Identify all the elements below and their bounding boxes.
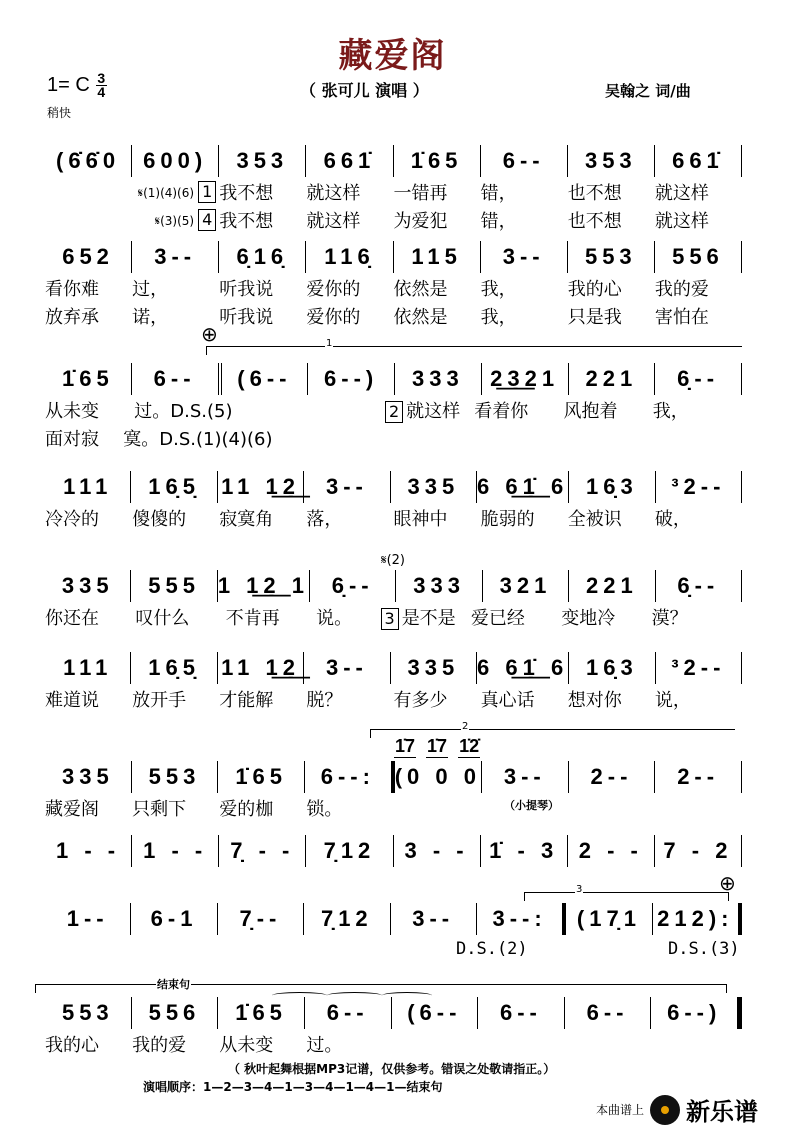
measure: 115 xyxy=(394,241,481,273)
score-row-8 xyxy=(45,835,742,867)
lyrics-line xyxy=(45,275,742,301)
measure: 321 xyxy=(483,570,569,602)
lyric-text: 漠？ xyxy=(651,608,688,629)
measure: 6--: xyxy=(305,761,395,793)
lyrics-line xyxy=(45,425,742,451)
measure: 2-- xyxy=(655,761,742,793)
volta-label: 3 xyxy=(576,884,583,895)
measure: 1 - - xyxy=(132,835,219,867)
measure: 3-- xyxy=(391,903,477,935)
composer: 吴翰之 词/曲 xyxy=(605,82,691,100)
lyric-text: 我， xyxy=(480,307,517,328)
lyric-text: 我的爱 xyxy=(654,279,709,300)
volta-label: 2 xyxy=(462,721,469,732)
lyric-text: 过。D.S.(5) xyxy=(134,401,233,422)
measure: 116̣ xyxy=(306,241,393,273)
key-label: 1= C xyxy=(47,74,90,96)
lyric-text: 难道说 xyxy=(45,690,99,711)
lyric xyxy=(481,686,568,712)
lyric xyxy=(219,505,306,531)
measure: 333 xyxy=(395,363,482,395)
measure: 6--) xyxy=(308,363,395,395)
measure: 353 xyxy=(219,145,306,177)
key-signature xyxy=(47,72,107,99)
lyric xyxy=(45,275,132,301)
measure: 7̣12 xyxy=(304,903,390,935)
lyric xyxy=(655,505,742,531)
lyric-text: 面对寂 xyxy=(45,429,99,450)
lyric-text: 过。 xyxy=(306,1035,343,1056)
measure: ³2-- xyxy=(656,652,742,684)
measure: 553 xyxy=(132,761,219,793)
figure: 1̇7 xyxy=(427,736,448,756)
lyric-text: 就这样 xyxy=(406,401,461,422)
lyrics-line xyxy=(45,795,742,821)
lyric-text: 寞。D.S.(1)(4)(6) xyxy=(123,429,273,450)
lyric-text: 你还在 xyxy=(45,608,99,629)
notes-line xyxy=(45,570,742,602)
lyrics-line xyxy=(45,604,742,630)
lyrics-line xyxy=(45,1031,742,1057)
verse-number-box: 1 xyxy=(198,181,216,203)
record-disc-icon xyxy=(650,1095,680,1125)
measure: 3 - - xyxy=(394,835,481,867)
notes-line xyxy=(45,903,742,935)
score-row-3 xyxy=(45,363,742,451)
figure: 1̇2̇ xyxy=(459,736,480,756)
lyric xyxy=(481,505,568,531)
lyric-text: 想对你 xyxy=(567,690,622,711)
score-row-1 xyxy=(45,145,742,233)
lyric-text: 一错再 xyxy=(393,183,448,204)
lyric-text: 落， xyxy=(306,509,343,530)
score-row-10 xyxy=(45,997,742,1057)
lyric-text: 也不想 xyxy=(567,211,622,232)
measure: 3-- xyxy=(482,761,569,793)
measure: 1̇65 xyxy=(45,363,132,395)
lyric xyxy=(132,505,219,531)
coda-icon: ⊕ xyxy=(201,322,218,346)
lyric xyxy=(306,179,393,205)
measure: 6 6͟1̇͟ 6 xyxy=(477,471,569,503)
lyric xyxy=(45,397,134,423)
lyrics-line xyxy=(45,207,742,233)
lyric xyxy=(219,207,306,233)
segno-icon: 𝄋(2) xyxy=(381,553,406,568)
measure: 6 6͟1̇͟ 6 xyxy=(477,652,569,684)
lyric xyxy=(481,303,568,329)
lyric xyxy=(219,686,306,712)
measure: 6̣16̣ xyxy=(219,241,306,273)
tie xyxy=(327,992,382,999)
lyric xyxy=(132,686,219,712)
measure: 6-- xyxy=(132,363,222,395)
time-top: 3 xyxy=(97,70,106,86)
lyric xyxy=(226,604,316,630)
lyric-text: 说， xyxy=(654,690,691,711)
measure: 661̇ xyxy=(306,145,393,177)
measure: 6̣-- xyxy=(656,570,742,602)
lyric-text: 破， xyxy=(654,509,691,530)
notes-line xyxy=(45,835,742,867)
measure: 1̇ - 3 xyxy=(481,835,568,867)
lyrics-line xyxy=(45,179,742,205)
lyric xyxy=(563,397,652,423)
measure: 7̣-- xyxy=(218,903,304,935)
verse-number-box: 2 xyxy=(385,401,403,423)
measure: 1̇65 xyxy=(218,997,305,1029)
verse-number-box: 4 xyxy=(198,209,216,231)
lyric xyxy=(306,207,393,233)
lyric-text: 藏爱阁 xyxy=(45,799,99,820)
ds-marking: D.S.(2) xyxy=(456,939,528,959)
notes-line xyxy=(45,363,742,395)
lyrics-line xyxy=(45,505,742,531)
measure: 6-1 xyxy=(131,903,217,935)
lyric-text: 我的爱 xyxy=(132,1035,187,1056)
measure: 335 xyxy=(391,652,477,684)
lyric xyxy=(568,179,655,205)
measure: 16̣3 xyxy=(569,471,655,503)
lyric xyxy=(134,397,232,423)
measure: 11 1͟2͟ xyxy=(218,652,304,684)
lyric xyxy=(45,505,132,531)
notes-line xyxy=(45,761,742,793)
lyric-text: 依然是 xyxy=(393,307,448,328)
lyric-text: 𝄋(3)(5) xyxy=(154,214,195,228)
ending-label: 结束句 xyxy=(157,978,190,991)
lyric-text: 就这样 xyxy=(306,211,361,232)
lyric-text: 爱你的 xyxy=(306,307,361,328)
lyric xyxy=(653,397,742,423)
lyric xyxy=(394,686,481,712)
measure: 1̇65 xyxy=(394,145,481,177)
measure: 556 xyxy=(655,241,742,273)
lyric-text: 真心话 xyxy=(480,690,535,711)
score-row-9 xyxy=(45,903,742,935)
lyric xyxy=(306,1031,393,1057)
lyric-text: 看着你 xyxy=(474,401,529,422)
lyric-text: 看你难 xyxy=(45,279,99,300)
lyric xyxy=(568,207,655,233)
lyric xyxy=(306,505,393,531)
measure: ³2-- xyxy=(656,471,742,503)
lyric-text: 就这样 xyxy=(654,211,709,232)
measure: 16̣3 xyxy=(569,652,655,684)
lyric-text: 我不想 xyxy=(219,183,274,204)
lyric xyxy=(568,275,655,301)
measure: (6-- xyxy=(222,363,309,395)
lyric-text: 脱？ xyxy=(306,690,343,711)
lyric xyxy=(385,397,474,423)
lyric xyxy=(306,303,393,329)
measure: 16̣5̣ xyxy=(131,652,217,684)
figure: 1̇7 xyxy=(395,736,416,756)
measure: 6-- xyxy=(565,997,652,1029)
lyric xyxy=(568,303,655,329)
lyric-text: 风抱着 xyxy=(563,401,618,422)
lyric-text: 我不想 xyxy=(219,211,274,232)
measure: 7̣12 xyxy=(306,835,393,867)
measure: (17̣1 xyxy=(566,903,652,935)
lyric xyxy=(132,275,219,301)
lyric xyxy=(45,425,123,451)
notes-line xyxy=(45,145,742,177)
lyric-text: 放开手 xyxy=(132,690,187,711)
lyric-text: 傻傻的 xyxy=(132,509,187,530)
lyric xyxy=(219,275,306,301)
volta-label: 1 xyxy=(326,338,333,349)
lyric-text: 只是我 xyxy=(567,307,622,328)
lyric xyxy=(655,686,742,712)
notes-line xyxy=(45,652,742,684)
lyric-text: 冷冷的 xyxy=(45,509,99,530)
lyric-text: 有多少 xyxy=(393,690,448,711)
measure: 1 - - xyxy=(45,835,132,867)
lyric-text: 放弃承 xyxy=(45,307,99,328)
measure: 652 xyxy=(45,241,132,273)
lyric xyxy=(135,604,225,630)
lyric xyxy=(132,795,219,821)
measure: 2-- xyxy=(569,761,656,793)
lyric xyxy=(655,179,742,205)
lyric xyxy=(45,1031,132,1057)
measure: 3--: xyxy=(477,903,566,935)
credit-text: 本曲谱上 xyxy=(596,1103,645,1117)
measure: 661̇ xyxy=(655,145,742,177)
lyric-text: 也不想 xyxy=(567,183,622,204)
lyric-text: 寂寞角 xyxy=(219,509,274,530)
lyric xyxy=(132,1031,219,1057)
notes-line xyxy=(45,241,742,273)
lyric-text: 我的心 xyxy=(45,1035,99,1056)
measure: (6-- xyxy=(392,997,479,1029)
measure: 1-- xyxy=(45,903,131,935)
lyric-text: 是不是 xyxy=(401,608,456,629)
site-logo[interactable] xyxy=(596,1092,758,1127)
lyric xyxy=(123,425,272,451)
lyric-text: 从未变 xyxy=(219,1035,274,1056)
lyric xyxy=(219,303,306,329)
lyric xyxy=(568,505,655,531)
lyric-text: 说。 xyxy=(316,608,353,629)
lyric-text: 诺， xyxy=(132,307,169,328)
lyric-text: 叹什么 xyxy=(135,608,190,629)
ds-marking: D.S.(3) xyxy=(668,939,740,959)
lyric xyxy=(394,275,481,301)
lyric-text: 听我说 xyxy=(219,279,274,300)
measure: 221 xyxy=(569,570,655,602)
lyric-text: 害怕在 xyxy=(654,307,709,328)
lyric xyxy=(561,604,651,630)
lyric xyxy=(394,505,481,531)
performance-order: 演唱顺序：1—2—3—4—1—3—4—1—4—1—结束句 xyxy=(143,1080,443,1094)
measure: (0 0 0 xyxy=(395,761,482,793)
tempo-marking: 稍快 xyxy=(47,106,72,120)
measure: 3-- xyxy=(132,241,219,273)
lyric xyxy=(381,604,471,630)
lyric-text: 脆弱的 xyxy=(480,509,535,530)
lyric-text: 就这样 xyxy=(654,183,709,204)
lyric xyxy=(655,275,742,301)
lyrics-line xyxy=(45,397,742,423)
coda-icon: ⊕ xyxy=(719,871,736,895)
measure: 6--) xyxy=(651,997,742,1029)
singer: （ 张可儿 演唱 ） xyxy=(300,81,429,100)
measure: 335 xyxy=(45,570,131,602)
lyric xyxy=(471,604,561,630)
lyric xyxy=(219,1031,306,1057)
lyric xyxy=(394,207,481,233)
lyric xyxy=(481,179,568,205)
lyric xyxy=(652,604,742,630)
lyric-text: 听我说 xyxy=(219,307,274,328)
measure: 553 xyxy=(45,997,132,1029)
measure: 1 1͟2͟ 1 xyxy=(218,570,310,602)
lyrics-line xyxy=(45,686,742,712)
lyric xyxy=(481,275,568,301)
volta-bracket-1 xyxy=(206,338,742,355)
score-row-2 xyxy=(45,241,742,329)
measure: 7 - 2 xyxy=(655,835,742,867)
ending-bracket xyxy=(35,978,727,993)
song-title: 藏爱阁 xyxy=(338,36,447,76)
lyric xyxy=(568,686,655,712)
lyric-text: 不肯再 xyxy=(225,608,280,629)
lyric xyxy=(481,207,568,233)
lyric-text: 𝄋(1)(4)(6) xyxy=(137,186,195,200)
lyric xyxy=(394,303,481,329)
lyric xyxy=(132,209,219,231)
lyric xyxy=(474,397,563,423)
lyric-text: 全被识 xyxy=(567,509,622,530)
lyric xyxy=(45,303,132,329)
lyric-text: 我， xyxy=(480,279,517,300)
transcription-note: （ 秋叶起舞根据MP3记谱，仅供参考。错误之处敬请指正。） xyxy=(228,1062,556,1076)
measure: (6̇6̇0 xyxy=(45,145,132,177)
score-row-4 xyxy=(45,471,742,531)
measure: 335 xyxy=(45,761,132,793)
measure: 212): xyxy=(653,903,742,935)
lyric-text: 错， xyxy=(480,183,517,204)
lyric-text: 爱的枷 xyxy=(219,799,274,820)
brand-name: 新乐谱 xyxy=(686,1098,759,1126)
time-signature xyxy=(96,72,107,99)
score-row-7 xyxy=(45,761,742,821)
lyric-text: 只剩下 xyxy=(132,799,187,820)
measure: 353 xyxy=(568,145,655,177)
measure: 6̣-- xyxy=(310,570,396,602)
measure: 553 xyxy=(568,241,655,273)
notes-line xyxy=(45,471,742,503)
lyric-text: 为爱犯 xyxy=(393,211,448,232)
measure: 2 - - xyxy=(568,835,655,867)
measure: 111 xyxy=(45,471,131,503)
measure: 555 xyxy=(131,570,217,602)
lyric xyxy=(394,179,481,205)
lyric-text: 就这样 xyxy=(306,183,361,204)
measure: 3-- xyxy=(304,471,390,503)
violin-figures xyxy=(394,736,480,758)
lyric xyxy=(45,795,132,821)
lyric xyxy=(306,275,393,301)
lyric xyxy=(306,686,393,712)
lyric-text: 错， xyxy=(480,211,517,232)
measure: 333 xyxy=(396,570,482,602)
score-row-5 xyxy=(45,570,742,630)
measure: 16̣5̣ xyxy=(131,471,217,503)
lyric-text: 变地冷 xyxy=(561,608,616,629)
lyric xyxy=(655,303,742,329)
measure: 2͟3͟21 xyxy=(482,363,569,395)
measure: 6-- xyxy=(478,997,565,1029)
lyrics-line xyxy=(45,303,742,329)
lyric-text: 我， xyxy=(652,401,689,422)
measure: 111 xyxy=(45,652,131,684)
lyric xyxy=(219,179,306,205)
measure: 600) xyxy=(132,145,219,177)
measure: 11 1͟2͟ xyxy=(218,471,304,503)
lyric-text: 从未变 xyxy=(45,401,99,422)
measure: 6̣-- xyxy=(655,363,742,395)
verse-number-box: 3 xyxy=(381,608,399,630)
lyric-text: 爱你的 xyxy=(306,279,361,300)
instrument-label: （小提琴） xyxy=(504,799,559,812)
time-bottom: 4 xyxy=(97,84,106,100)
lyric-text: 爱已经 xyxy=(470,608,525,629)
lyric-text: 我的心 xyxy=(567,279,622,300)
lyric xyxy=(45,604,135,630)
score-row-6 xyxy=(45,652,742,712)
lyric xyxy=(306,795,393,821)
measure: 6-- xyxy=(305,997,392,1029)
lyric xyxy=(45,686,132,712)
notes-line xyxy=(45,997,742,1029)
lyric-text: 过， xyxy=(132,279,169,300)
lyric-text: 依然是 xyxy=(393,279,448,300)
measure: 3-- xyxy=(304,652,390,684)
measure: 6-- xyxy=(481,145,568,177)
measure: 1̇65 xyxy=(218,761,305,793)
lyric xyxy=(132,181,219,203)
measure: 221 xyxy=(569,363,656,395)
measure: 3-- xyxy=(481,241,568,273)
lyric-text: 眼神中 xyxy=(393,509,448,530)
lyric xyxy=(655,207,742,233)
lyric-text: 锁。 xyxy=(306,799,343,820)
measure: 335 xyxy=(391,471,477,503)
lyric xyxy=(219,795,306,821)
lyric-text: 才能解 xyxy=(219,690,274,711)
measure: 556 xyxy=(132,997,219,1029)
tie xyxy=(382,992,432,999)
measure: 7̣ - - xyxy=(219,835,306,867)
volta-bracket-3 xyxy=(524,884,729,901)
tie xyxy=(272,992,327,999)
